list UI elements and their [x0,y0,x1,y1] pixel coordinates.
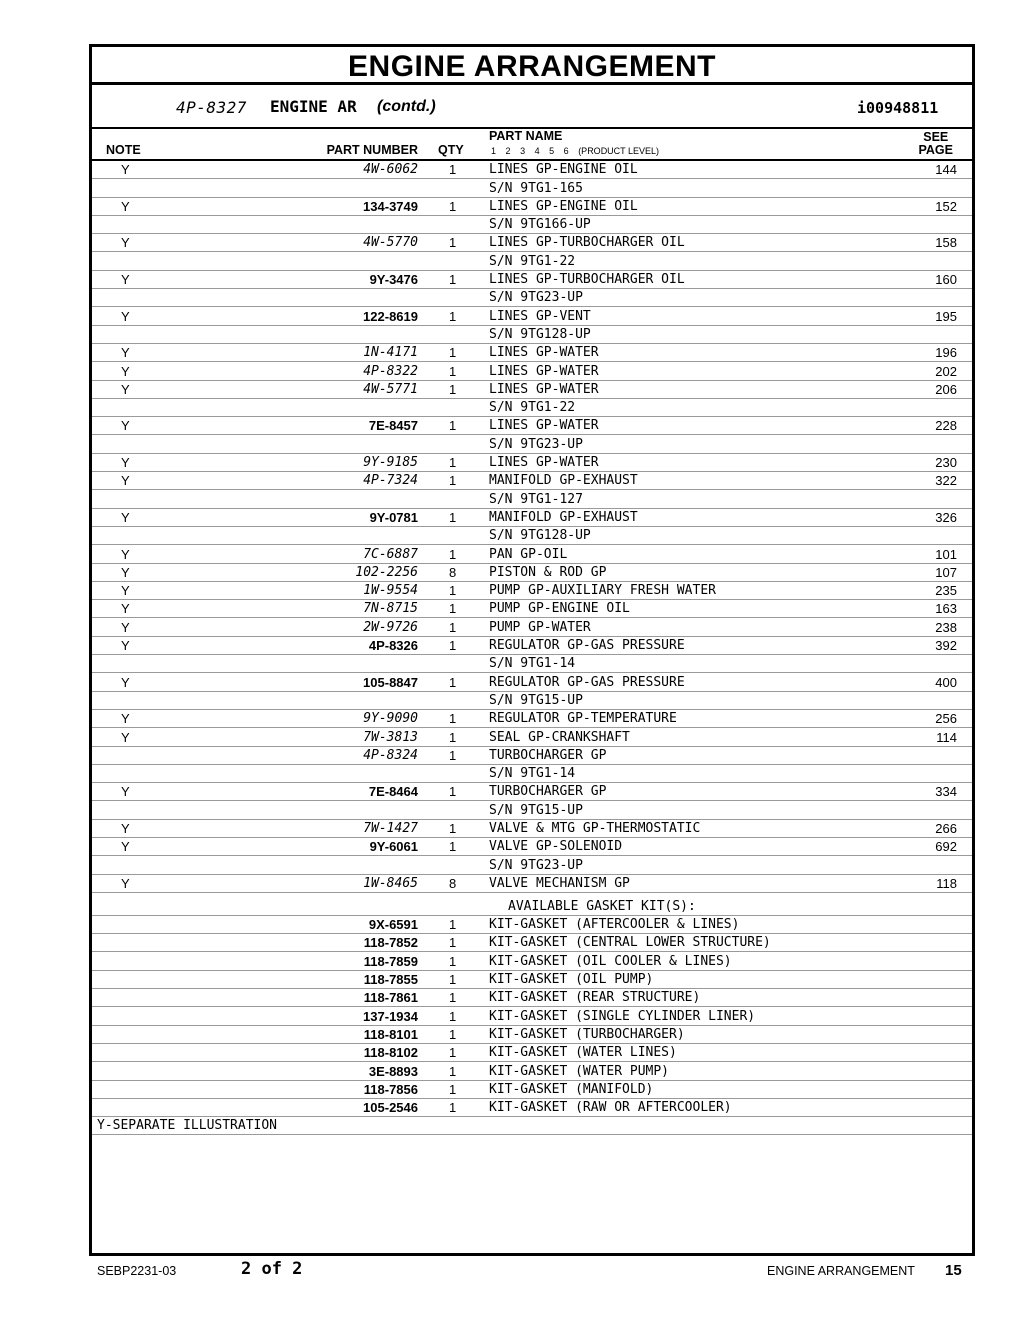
qty-cell: 1 [449,674,457,690]
part-number-cell: 9Y-0781 [369,509,418,525]
see-page-cell: 266 [935,820,957,836]
see-page-cell: 228 [935,418,957,434]
part-number-cell: 122-8619 [363,308,418,324]
table-row [92,362,972,380]
table-row [92,326,972,344]
part-number-cell: 4P-8326 [368,638,418,654]
qty-cell: 1 [449,784,457,800]
qty-cell: 1 [449,509,457,525]
note-cell: Y [121,711,130,727]
part-name-cell: S/N 9TG166-UP [489,217,591,233]
note-column-header: NOTE [106,143,141,157]
table-row [92,216,972,234]
qty-cell: 1 [449,619,457,635]
product-level-1: 1 [491,146,497,156]
doc-number: SEBP2231-03 [97,1264,177,1278]
qty-cell: 1 [449,820,457,836]
table-row [92,600,972,618]
table-row [92,527,972,545]
part-name-cell: VALVE GP-SOLENOID [489,839,623,855]
qty-cell: 1 [449,1026,457,1042]
part-name-cell: LINES GP-ENGINE OIL [489,162,638,178]
table-row [92,289,972,307]
part-name-cell: S/N 9TG128-UP [489,326,591,342]
note-cell: Y [121,875,130,891]
part-number-cell: 7E-8457 [368,418,418,434]
part-name-cell: KIT-GASKET (REAR STRUCTURE) [489,990,701,1006]
part-number-cell: 4P-7324 [363,473,418,489]
part-number-cell: 9Y-3476 [369,272,418,288]
part-name-cell: LINES GP-VENT [489,308,591,324]
table-row [92,307,972,325]
see-page-cell: 160 [935,272,957,288]
part-name-cell: REGULATOR GP-GAS PRESSURE [489,638,685,654]
qty-cell: 1 [449,345,457,361]
part-number-cell: 9Y-6061 [369,839,418,855]
group-part-number: 4P-8327 [176,98,247,117]
footnote-row [92,1117,972,1135]
table-row [92,417,972,435]
part-number-cell: 118-7856 [363,1081,418,1097]
see-page-cell: 322 [935,473,957,489]
part-number-cell: 118-7859 [363,953,418,969]
part-number-cell: 3E-8893 [368,1063,418,1079]
see-page-cell: 195 [935,308,957,324]
note-cell: Y [121,345,130,361]
note-cell: Y [121,820,130,836]
see-page-cell: 152 [935,198,957,214]
table-row [92,618,972,636]
part-name-cell: LINES GP-WATER [489,381,599,397]
note-cell: Y [121,619,130,635]
part-number-cell: 118-8102 [363,1045,418,1061]
part-name-cell: MANIFOLD GP-EXHAUST [489,509,638,525]
gasket-kit-row [92,952,972,970]
continued-label: (contd.) [377,98,436,115]
qty-cell: 1 [449,418,457,434]
qty-cell: 1 [449,601,457,617]
part-name-cell: S/N 9TG1-14 [489,656,576,672]
qty-cell: 1 [449,381,457,397]
gasket-kit-row [92,1007,972,1025]
parts-table [92,161,972,1135]
part-name-cell: KIT-GASKET (CENTRAL LOWER STRUCTURE) [489,935,771,951]
see-page-cell: 118 [936,875,957,891]
table-row [92,728,972,746]
part-name-cell: KIT-GASKET (OIL PUMP) [489,972,654,988]
table-row [92,564,972,582]
part-name-cell: LINES GP-TURBOCHARGER OIL [489,272,685,288]
qty-cell: 1 [449,935,457,951]
table-row [92,454,972,472]
illustration-id: i00948811 [857,99,939,117]
part-name-cell: S/N 9TG128-UP [489,528,591,544]
part-number-cell: 7W-3813 [363,729,418,745]
table-row [92,271,972,289]
parts-list-frame [89,44,975,1256]
qty-cell: 1 [449,729,457,745]
part-name-cell: S/N 9TG1-14 [489,766,576,782]
table-row [92,692,972,710]
part-number-cell: 1W-9554 [363,583,418,599]
note-cell: Y [121,418,130,434]
table-row [92,344,972,362]
qty-cell: 1 [449,198,457,214]
part-number-cell: 4P-8322 [363,363,418,379]
part-number-cell: 118-7855 [363,972,418,988]
note-cell: Y [121,601,130,617]
part-name-cell: KIT-GASKET (WATER PUMP) [489,1063,670,1079]
part-name-cell: KIT-GASKET (OIL COOLER & LINES) [489,953,732,969]
note-cell: Y [121,784,130,800]
part-name-cell: KIT-GASKET (AFTERCOOLER & LINES) [489,917,740,933]
note-cell: Y [121,638,130,654]
part-name-cell: S/N 9TG15-UP [489,802,583,818]
part-number-cell: 102-2256 [355,564,418,580]
part-number-cell: 134-3749 [363,198,418,214]
qty-cell: 1 [449,1081,457,1097]
group-header [92,85,972,129]
qty-cell: 1 [449,308,457,324]
qty-cell: 1 [449,1063,457,1079]
see-page-cell: 326 [935,509,957,525]
part-name-column-header: PART NAME [489,129,563,143]
part-number-cell: 4W-5771 [363,381,418,397]
gasket-kit-row [92,971,972,989]
part-name-cell: S/N 9TG1-165 [489,180,583,196]
part-name-cell: KIT-GASKET (TURBOCHARGER) [489,1026,685,1042]
gasket-kit-row [92,989,972,1007]
page-number: 15 [945,1262,962,1279]
see-page-cell: 334 [935,784,957,800]
see-page-cell: 144 [935,162,957,178]
see-page-cell: 230 [935,455,957,471]
note-cell: Y [121,509,130,525]
qty-cell: 1 [449,990,457,1006]
footnote: Y-SEPARATE ILLUSTRATION [97,1118,278,1134]
note-cell: Y [121,235,130,251]
note-cell: Y [121,455,130,471]
gasket-kit-row [92,934,972,952]
product-level-4: 4 [534,146,540,156]
qty-cell: 1 [449,583,457,599]
part-name-cell: LINES GP-WATER [489,363,599,379]
gasket-kit-row [92,1044,972,1062]
table-row [92,820,972,838]
part-name-cell: LINES GP-WATER [489,345,599,361]
part-number-cell: 118-7861 [363,990,418,1006]
part-name-cell: SEAL GP-CRANKSHAFT [489,729,630,745]
see-page-cell: 101 [935,546,957,562]
note-cell: Y [121,839,130,855]
part-name-cell: S/N 9TG15-UP [489,692,583,708]
note-cell: Y [121,272,130,288]
table-row [92,545,972,563]
qty-cell: 1 [449,1100,457,1116]
part-number-cell: 7W-1427 [363,820,418,836]
part-name-cell: KIT-GASKET (RAW OR AFTERCOOLER) [489,1100,732,1116]
table-row [92,381,972,399]
table-row [92,490,972,508]
part-name-cell: LINES GP-TURBOCHARGER OIL [489,235,685,251]
part-name-cell: PUMP GP-ENGINE OIL [489,601,630,617]
table-row [92,838,972,856]
note-cell: Y [121,162,130,178]
table-row [92,582,972,600]
table-row [92,783,972,801]
note-cell: Y [121,546,130,562]
see-page-cell: 196 [935,345,957,361]
part-name-cell: VALVE MECHANISM GP [489,875,630,891]
part-name-cell: KIT-GASKET (MANIFOLD) [489,1081,654,1097]
see-page-cell: 114 [936,729,957,745]
part-name-cell: REGULATOR GP-GAS PRESSURE [489,674,685,690]
part-name-cell: KIT-GASKET (WATER LINES) [489,1045,677,1061]
part-name-cell: S/N 9TG1-22 [489,400,576,416]
see-page-cell: 256 [935,711,957,727]
note-cell: Y [121,473,130,489]
page-of: 2 of 2 [241,1259,303,1279]
product-level-3: 3 [520,146,526,156]
table-row [92,198,972,216]
table-row [92,234,972,252]
table-row [92,655,972,673]
part-name-cell: PUMP GP-AUXILIARY FRESH WATER [489,583,716,599]
product-level-5: 5 [549,146,555,156]
section-name: ENGINE ARRANGEMENT [767,1264,915,1278]
table-row [92,399,972,417]
part-number-column-header: PART NUMBER [326,143,418,157]
part-name-cell: KIT-GASKET (SINGLE CYLINDER LINER) [489,1008,756,1024]
part-number-cell: 1N-4171 [363,345,418,361]
note-cell: Y [121,198,130,214]
gasket-kit-row [92,1081,972,1099]
qty-cell: 1 [449,473,457,489]
qty-cell: 1 [449,162,457,178]
qty-cell: 1 [449,455,457,471]
product-level-2: 2 [505,146,511,156]
qty-cell: 1 [449,638,457,654]
group-name: ENGINE AR [270,97,357,116]
qty-cell: 1 [449,972,457,988]
table-row [92,856,972,874]
table-row [92,509,972,527]
qty-cell: 8 [449,564,457,580]
table-row [92,179,972,197]
part-number-cell: 9X-6591 [368,917,418,933]
see-label: SEE [923,130,949,144]
qty-cell: 1 [449,235,457,251]
qty-cell: 1 [449,747,457,763]
part-number-cell: 7C-6887 [363,546,418,562]
part-name-cell: S/N 9TG1-127 [489,491,583,507]
table-row [92,875,972,893]
table-row [92,161,972,179]
gasket-kit-row [92,916,972,934]
see-page-cell: 692 [935,839,957,855]
gasket-kit-row [92,1099,972,1117]
see-page-column-header [919,131,954,157]
see-page-cell: 235 [935,583,957,599]
see-page-cell: 400 [935,674,957,690]
part-number-cell: 4P-8324 [363,747,418,763]
table-row [92,472,972,490]
qty-cell: 1 [449,546,457,562]
qty-cell: 1 [449,917,457,933]
gasket-kit-row [92,1026,972,1044]
part-number-cell: 105-8847 [363,674,418,690]
qty-cell: 1 [449,839,457,855]
see-page-cell: 202 [935,363,957,379]
table-row [92,765,972,783]
part-number-cell: 9Y-9090 [363,711,418,727]
gasket-kit-row [92,1062,972,1080]
part-name-cell: S/N 9TG23-UP [489,290,583,306]
product-level-label: (PRODUCT LEVEL) [578,146,660,156]
see-page-cell: 392 [935,638,957,654]
note-cell: Y [121,564,130,580]
qty-cell: 1 [449,272,457,288]
see-page-cell: 163 [935,601,957,617]
product-level-6: 6 [563,146,569,156]
qty-cell: 1 [449,711,457,727]
column-headers [92,129,972,161]
gasket-kit-heading-row [92,893,972,916]
note-cell: Y [121,674,130,690]
part-number-cell: 137-1934 [363,1008,418,1024]
part-number-cell: 118-8101 [363,1026,418,1042]
qty-column-header: QTY [438,143,464,157]
page-title: ENGINE ARRANGEMENT [92,47,972,85]
table-row [92,673,972,691]
part-name-cell: S/N 9TG23-UP [489,436,583,452]
part-name-cell: PAN GP-OIL [489,546,568,562]
part-number-cell: 105-2546 [363,1100,418,1116]
part-number-cell: 7N-8715 [363,601,418,617]
part-name-cell: S/N 9TG23-UP [489,857,583,873]
note-cell: Y [121,583,130,599]
table-row [92,801,972,819]
gasket-kit-heading: AVAILABLE GASKET KIT(S): [508,898,696,914]
note-cell: Y [121,363,130,379]
see-page-cell: 107 [935,564,957,580]
table-row [92,747,972,765]
part-name-cell: LINES GP-ENGINE OIL [489,198,638,214]
product-level-header [491,146,659,156]
part-number-cell: 4W-6062 [363,162,418,178]
part-number-cell: 4W-5770 [363,235,418,251]
part-name-cell: MANIFOLD GP-EXHAUST [489,473,638,489]
part-name-cell: TURBOCHARGER GP [489,784,607,800]
table-row [92,710,972,728]
part-name-cell: LINES GP-WATER [489,455,599,471]
part-name-cell: REGULATOR GP-TEMPERATURE [489,711,677,727]
part-name-cell: PISTON & ROD GP [489,564,607,580]
table-row [92,252,972,270]
qty-cell: 8 [449,875,457,891]
qty-cell: 1 [449,1045,457,1061]
table-row [92,435,972,453]
part-number-cell: 1W-8465 [363,875,418,891]
page-label: PAGE [918,143,953,157]
table-row [92,637,972,655]
note-cell: Y [121,729,130,745]
part-name-cell: PUMP GP-WATER [489,619,591,635]
see-page-cell: 238 [935,619,957,635]
see-page-cell: 206 [935,381,957,397]
part-number-cell: 9Y-9185 [363,455,418,471]
part-name-cell: S/N 9TG1-22 [489,253,576,269]
part-name-cell: LINES GP-WATER [489,418,599,434]
qty-cell: 1 [449,1008,457,1024]
note-cell: Y [121,381,130,397]
part-number-cell: 118-7852 [363,935,418,951]
part-number-cell: 7E-8464 [368,784,418,800]
qty-cell: 1 [449,953,457,969]
part-number-cell: 2W-9726 [363,619,418,635]
note-cell: Y [121,308,130,324]
see-page-cell: 158 [935,235,957,251]
qty-cell: 1 [449,363,457,379]
part-name-cell: TURBOCHARGER GP [489,747,607,763]
part-name-cell: VALVE & MTG GP-THERMOSTATIC [489,820,701,836]
